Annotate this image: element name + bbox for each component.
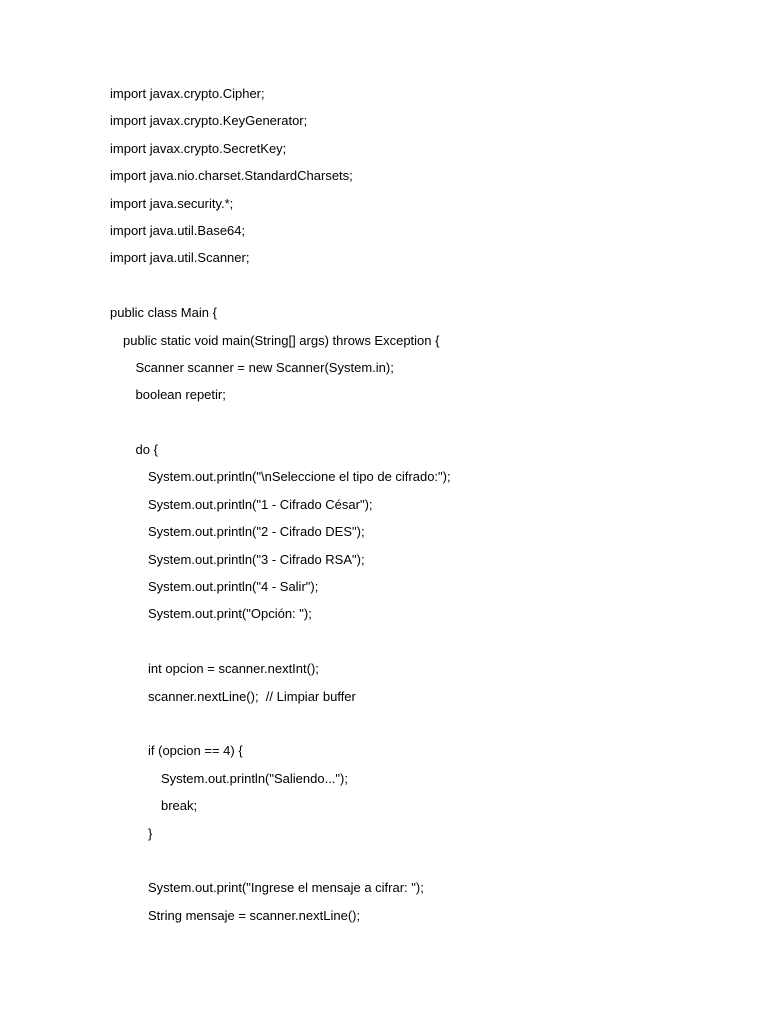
code-block	[110, 85, 451, 934]
code-line: Scanner scanner = new Scanner(System.in);	[135, 359, 394, 375]
code-line: import javax.crypto.SecretKey;	[110, 140, 287, 156]
code-line: System.out.print("Ingrese el mensaje a cifrar: ");	[148, 880, 424, 896]
code-line: System.out.println("\nSeleccione el tipo de cifrado:");	[148, 469, 451, 485]
blank-line	[110, 414, 451, 441]
code-line: public class Main {	[110, 305, 217, 321]
blank-line	[110, 277, 451, 304]
code-line: import javax.crypto.KeyGenerator;	[110, 113, 308, 129]
code-line: import java.util.Scanner;	[110, 250, 250, 266]
code-line: do {	[135, 442, 158, 458]
blank-line	[110, 715, 451, 742]
code-line: int opcion = scanner.nextInt();	[148, 661, 319, 677]
code-line: System.out.println("1 - Cifrado César");	[148, 496, 373, 512]
blank-line	[110, 852, 451, 879]
code-line: System.out.println("3 - Cifrado RSA");	[148, 551, 365, 567]
code-line: break;	[161, 798, 198, 814]
code-line: import java.util.Base64;	[110, 222, 246, 238]
code-line: System.out.println("4 - Salir");	[148, 579, 319, 595]
blank-line	[110, 633, 451, 660]
code-line: }	[148, 825, 153, 841]
code-line: scanner.nextLine(); // Limpiar buffer	[148, 688, 356, 704]
code-line: System.out.println("2 - Cifrado DES");	[148, 524, 365, 540]
code-line: import javax.crypto.Cipher;	[110, 86, 265, 101]
code-line: if (opcion == 4) {	[148, 743, 243, 759]
code-line: import java.nio.charset.StandardCharsets;	[110, 168, 353, 184]
code-line: String mensaje = scanner.nextLine();	[148, 907, 361, 923]
code-line: boolean repetir;	[135, 387, 226, 403]
code-line: System.out.println("Saliendo...");	[161, 770, 348, 786]
code-line: System.out.print("Opción: ");	[148, 606, 312, 622]
code-line: public static void main(String[] args) throws Exception {	[123, 332, 440, 348]
code-line: import java.security.*;	[110, 195, 234, 211]
